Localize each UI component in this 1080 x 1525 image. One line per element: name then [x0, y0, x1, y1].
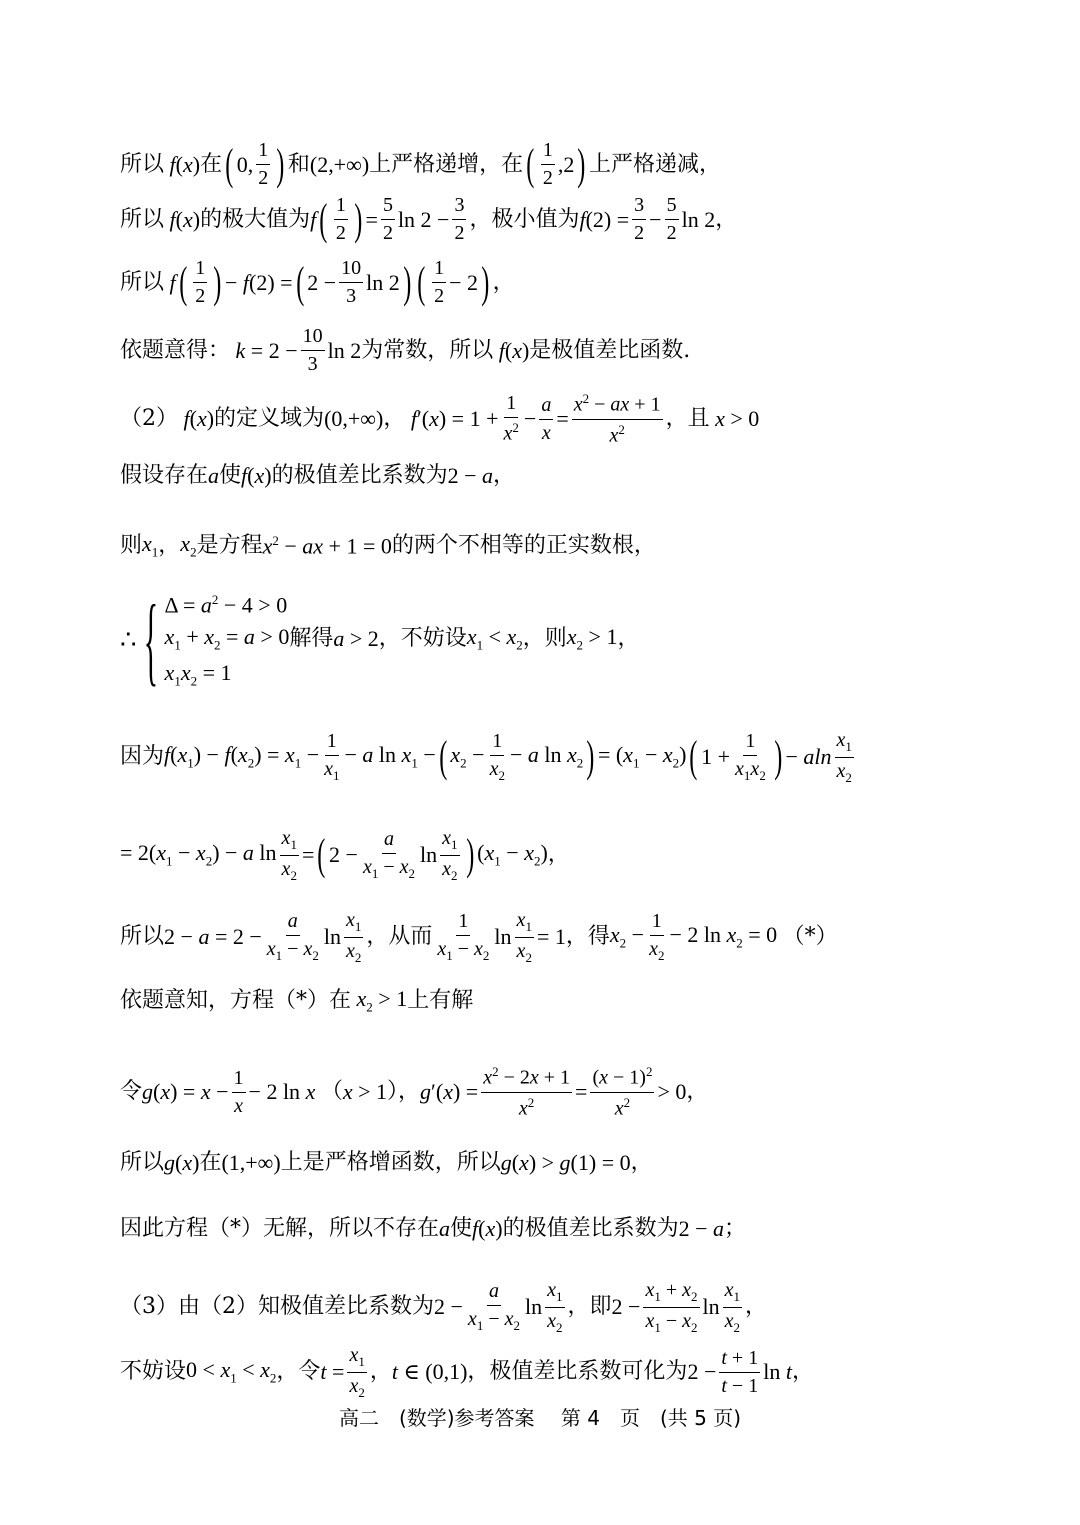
text: 则	[120, 532, 143, 558]
paren: (	[439, 732, 448, 782]
paren: (	[417, 257, 426, 307]
math: − aln	[785, 744, 832, 770]
text: ，	[158, 532, 181, 558]
math: t =	[320, 1359, 345, 1385]
line-12	[120, 988, 1020, 1013]
fraction: $\frac{x^2 - ax + 1}{x^2}$	[573, 391, 661, 447]
math: =	[575, 1079, 588, 1105]
text: 的定义域为	[214, 406, 325, 432]
paren: (	[225, 139, 234, 189]
text: ，令	[276, 1359, 321, 1385]
text: ，极值差比系数可化为	[467, 1359, 688, 1385]
math: =	[301, 842, 315, 868]
math: 1 +	[701, 744, 731, 770]
math: g(x) > g(1) = 0	[500, 1150, 631, 1175]
fraction: $\frac{x_1}{x_2}$	[345, 909, 362, 965]
math: f	[164, 269, 176, 295]
paren: (	[526, 139, 535, 189]
line-4	[120, 326, 1020, 375]
fraction: $\frac{x_1}{x_2}$	[547, 1279, 563, 1335]
fraction: $\frac{10}{3}$	[341, 257, 362, 307]
fraction: $\frac{1}{2}$	[258, 139, 269, 189]
text: ，	[715, 206, 738, 232]
text: ，	[686, 1079, 709, 1105]
math: k = 2 −	[235, 337, 298, 363]
math: − f(2) =	[224, 269, 293, 295]
math: ln	[494, 924, 512, 950]
line-1	[120, 140, 1020, 189]
fraction: $\frac{10}{3}$	[302, 325, 323, 375]
math: x > 1	[342, 1079, 388, 1105]
math: (1,+∞)	[221, 1150, 281, 1175]
math: 2 −	[687, 1359, 717, 1385]
math: =	[365, 206, 378, 232]
math: t ∈ (0,1)	[391, 1359, 468, 1385]
math: − a $\ln x_1$ −	[344, 742, 436, 771]
math: x > 0	[715, 406, 760, 432]
text: 所以	[120, 1150, 165, 1175]
text: （3）由（2）知极值差比系数为	[120, 1294, 434, 1320]
text: 在	[199, 1150, 222, 1175]
math: 2 −	[434, 1294, 463, 1320]
row: $x_1x_2 = 1$	[164, 659, 232, 689]
text: （	[320, 1079, 343, 1105]
math: f(x)	[472, 1216, 503, 1241]
text: 使	[219, 463, 242, 488]
text: ，且	[665, 406, 710, 432]
paren: )	[213, 257, 222, 307]
line-8-system	[120, 580, 1020, 700]
math: (0,+∞)	[324, 406, 384, 432]
paren: )	[586, 732, 595, 782]
math: − a $\ln x_2$	[509, 742, 584, 771]
paren: )	[465, 830, 474, 880]
math: > 0	[657, 1079, 687, 1105]
math: ,2	[557, 151, 575, 177]
text: ，	[630, 1150, 653, 1175]
fraction: $\frac{1}{2}$	[195, 257, 206, 307]
math: f	[310, 206, 317, 232]
math: = $2(x_1 - x_2) - a$ ln	[120, 840, 277, 869]
math: x	[182, 151, 193, 177]
fraction: $\frac{1}{x}$	[233, 1066, 244, 1117]
math: g(x) = x −	[142, 1079, 229, 1105]
math: $x_2 > 1$	[356, 986, 408, 1015]
math: 2 −	[307, 269, 337, 295]
paren: (	[689, 732, 698, 782]
math: = $(x_1 - x_2)$	[597, 742, 687, 771]
text: 不妨设	[120, 1359, 187, 1385]
text: 依题意知，方程（*）在	[120, 987, 352, 1013]
paren: (	[317, 830, 326, 880]
line-3	[120, 258, 1020, 307]
math: − 2 $\ln x_2 = 0$	[669, 922, 783, 951]
fraction: $\frac{x_1}{x_2}$	[516, 909, 532, 965]
text: ，极小值为	[469, 206, 580, 232]
text: 为常数，所以	[361, 337, 494, 363]
fraction: $\frac{x^2 - 2x + 1}{x^2}$	[483, 1064, 571, 1120]
line-5	[120, 392, 1020, 446]
line-6	[120, 465, 1020, 487]
fraction: $\frac{3}{2}$	[634, 194, 645, 244]
math: $x_1$	[142, 531, 159, 560]
math: ln	[420, 842, 438, 868]
math: 2 −	[611, 1294, 641, 1320]
math: 2 − a	[678, 1216, 725, 1241]
text: 的极值差比系数为	[502, 1216, 679, 1241]
text: 的极大值为	[200, 206, 311, 232]
row: $x_1 + x_2 = a > 0$ 解得 a > 2 ，不妨设 $x_1 < x_2$ ，则 $x_2 > 1$ ，	[164, 624, 640, 653]
math: 2 − a	[447, 463, 494, 488]
text: ，	[492, 269, 515, 295]
math: $0 < x_1 < x_2$	[186, 1357, 277, 1386]
text: 所以	[120, 206, 165, 232]
math: (	[175, 151, 183, 177]
text: 所以	[120, 924, 165, 950]
fraction: $\frac{1}{2}$	[335, 194, 346, 244]
math: ln t	[763, 1359, 792, 1385]
paren: (	[178, 257, 187, 307]
text: ，	[369, 1359, 392, 1385]
page-footer: 高二 (数学)参考答案 第 4 页 (共 5 页)	[338, 1406, 742, 1430]
line-7	[120, 533, 1020, 558]
text: 因为	[120, 744, 165, 770]
text: 上有解	[407, 987, 474, 1013]
line-11	[120, 910, 1020, 964]
fraction: $\frac{1}{x_2}$	[649, 910, 665, 964]
math: f(2) =	[579, 206, 630, 232]
fraction: $\frac{a}{x_1 - x_2}$	[266, 910, 319, 964]
fraction: $\frac{x_1 + x_2}{x_1 - x_2}$	[645, 1279, 698, 1335]
math: ln	[323, 924, 341, 950]
text: 解得	[289, 625, 334, 651]
fraction: $\frac{5}{2}$	[382, 194, 393, 244]
math: 2 −	[329, 842, 358, 868]
text: （*）	[782, 924, 838, 950]
math: =	[556, 406, 569, 432]
math: ln 2	[327, 337, 362, 363]
brace: {	[143, 584, 158, 695]
system-rows	[165, 593, 640, 687]
math: $x_2$ −	[450, 742, 485, 771]
math: = 1	[536, 924, 566, 950]
line-9	[120, 730, 1020, 784]
therefore-symbol: ∴	[120, 625, 137, 655]
equation-system	[137, 584, 640, 695]
text: 是方程	[196, 532, 263, 558]
text: ，即	[567, 1294, 612, 1320]
math: f(x)	[164, 206, 201, 232]
fraction: $\frac{5}{2}$	[666, 194, 677, 244]
math: g(x)	[164, 1150, 200, 1175]
line-17	[120, 1345, 1020, 1399]
text: ，	[617, 625, 640, 651]
paren: )	[403, 257, 412, 307]
fraction: $\frac{1}{x_1}$	[324, 730, 340, 784]
math: ln 2 −	[397, 206, 450, 232]
line-10	[120, 828, 1020, 882]
fraction: $\frac{x_1}{x_2}$	[724, 1279, 741, 1335]
fraction: $\frac{1}{x^2}$	[503, 392, 519, 445]
math: a	[439, 1216, 451, 1241]
math: 2 − a = 2 −	[164, 924, 262, 950]
text: ；	[724, 1216, 747, 1241]
paren: )	[577, 139, 586, 189]
fraction: $\frac{x_1}{x_2}$	[349, 1344, 365, 1400]
math: $x_2$ −	[609, 922, 645, 951]
fraction: $\frac{1}{x_1 - x_2}$	[437, 910, 490, 964]
line-14	[120, 1152, 1020, 1174]
line-2	[120, 195, 1020, 244]
math: $f(x_1) - f(x_2) = x_1$ −	[164, 742, 320, 771]
math: f(x)	[241, 463, 272, 488]
line-15	[120, 1218, 1020, 1240]
text: 上严格递减，	[588, 151, 721, 177]
paren: (	[295, 257, 304, 307]
math: ln	[524, 1294, 543, 1320]
fraction: $\frac{x_1}{x_2}$	[836, 729, 852, 785]
math: −	[523, 406, 537, 432]
paren: )	[354, 194, 363, 244]
line-16	[120, 1280, 1020, 1334]
fraction: $\frac{x_1}{x_2}$	[442, 827, 458, 883]
math: g′(x) =	[420, 1079, 479, 1105]
text: 是极值差比函数.	[529, 337, 691, 363]
text: ，	[745, 1294, 768, 1320]
paren: )	[774, 732, 783, 782]
text: ，	[547, 842, 570, 868]
fraction: $\frac{1}{2}$	[542, 139, 553, 189]
fraction: $\frac{1}{x_1x_2}$	[735, 730, 766, 784]
paren: )	[276, 139, 285, 189]
math: $(x_1 - x_2)$	[477, 840, 548, 869]
math: f(x)	[178, 406, 215, 432]
text: 令	[120, 1079, 143, 1105]
paren: )	[481, 257, 490, 307]
fraction: $\frac{t + 1}{t - 1}$	[721, 1346, 759, 1397]
math: ln 2	[366, 269, 400, 295]
math: − 2 ln x	[248, 1079, 316, 1105]
text: 上是严格增函数，所以	[280, 1150, 501, 1175]
text: 上严格递增，在	[369, 151, 524, 177]
text: 在	[200, 151, 223, 177]
text: 使	[450, 1216, 473, 1241]
fraction: $\frac{1}{x_2}$	[489, 730, 505, 784]
text: ，	[791, 1359, 814, 1385]
text: ，	[493, 463, 516, 488]
fraction: $\frac{a}{x_1 - x_2}$	[467, 1280, 520, 1334]
math: 0,	[236, 151, 254, 177]
paren: (	[319, 194, 328, 244]
text: ，从而	[366, 924, 433, 950]
text: （2）	[120, 406, 178, 432]
math: a	[208, 463, 220, 488]
text: ，不妨设	[378, 625, 467, 651]
math: − 2	[449, 269, 478, 295]
text: 依题意得：	[120, 337, 231, 363]
text: 假设存在	[120, 463, 209, 488]
fraction: $\frac{1}{2}$	[434, 257, 445, 307]
math: $x_2$	[180, 531, 197, 560]
row: $\Delta = a^2 - 4 > 0$	[164, 591, 288, 618]
math: f′(x) = 1 +	[410, 406, 499, 432]
math: (2,+∞)	[309, 151, 370, 177]
text: ，则	[522, 625, 567, 651]
text: 的两个不相等的正实数根，	[391, 532, 656, 558]
text: 因此方程（*）无解，所以不存在	[120, 1216, 440, 1241]
fraction: $\frac{a}{x_1 - x_2}$	[362, 828, 415, 882]
text: ，	[383, 406, 406, 432]
math: f	[164, 151, 176, 177]
math: )	[192, 151, 201, 177]
text: 的极值差比系数为	[271, 463, 448, 488]
text: 和	[287, 151, 310, 177]
text: ），	[387, 1079, 421, 1105]
fraction: $\frac{3}{2}$	[454, 194, 465, 244]
math: ln 2	[681, 206, 716, 232]
text: ，得	[565, 924, 610, 950]
fraction: $\frac{a}{x}$	[541, 393, 552, 444]
line-13	[120, 1065, 1020, 1119]
text: 所以	[120, 151, 165, 177]
text: 所以	[120, 269, 165, 295]
math: −	[649, 206, 662, 232]
math: $x^2$ − ax + 1 = 0	[262, 533, 392, 559]
math: ln	[702, 1294, 720, 1320]
fraction: $\frac{(x - 1)^2}{x^2}$	[592, 1064, 653, 1120]
math: f(x)	[493, 337, 530, 363]
fraction: $\frac{x_1}{x_2}$	[281, 827, 297, 883]
